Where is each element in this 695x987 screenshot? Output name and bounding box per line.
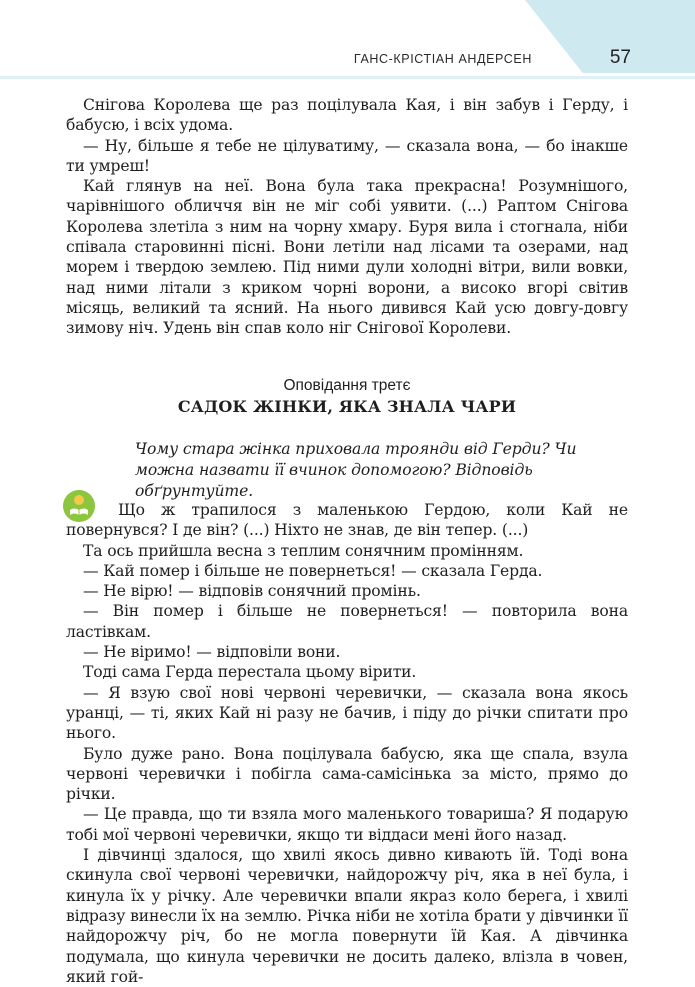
paragraph: Було дуже рано. Вона поцілувала бабусю, яка ще спала, взула червоні черевички і побігла сама-самісінька за місто, прямо до річки. — [66, 744, 628, 804]
header-divider — [0, 76, 695, 79]
paragraph: — Він помер і більше не повернеться! — повторила вона ластівкам. — [66, 602, 628, 641]
paragraph: — Не віримо! — відповіли вони. — [83, 643, 341, 662]
running-title: ГАНС-КРІСТІАН АНДЕРСЕН — [353, 52, 532, 66]
story-text — [66, 500, 628, 987]
paragraph: — Кай помер і більше не повернеться! — сказала Герда. — [83, 561, 543, 580]
story-title: САДОК ЖІНКИ, ЯКА ЗНАЛА ЧАРИ — [177, 397, 517, 416]
paragraph: Та ось прийшла весна з теплим сонячним промінням. — [83, 541, 524, 560]
paragraph: — Я взую свої нові червоні черевички, — сказала вона якось уранці, — ті, яких Кай ні разу не бачив, і піду до річки спитати про нього. — [66, 683, 628, 743]
paragraph: Що ж трапилося з маленькою Гердою, коли Кай не повернувся? І де він? (...) Ніхто не знав, де він тепер. (...) — [66, 501, 628, 540]
intro-text — [66, 95, 628, 339]
story-label: Оповідання третє — [283, 377, 411, 394]
paragraph: І дівчинці здалося, що хвилі якось дивно кивають їй. Тоді вона скинула свої червоні черевички, найдорожчу річ, яка в неї була, і кинула їх у річку. Але черевички впали якраз коло берега, і хвилі відразу винесли їх на землю. Річка ніби не хотіла брати у дівчинки її найдорожчу річ, бо не могла повернути їй Кая. А дівчинка подумала, що кинула черевички не досить далеко, влізла в човен, який гой- — [66, 846, 628, 986]
paragraph: — Ну, більше я тебе не цілуватиму, — сказала вона, — бо інакше ти умреш! — [66, 136, 628, 175]
paragraph: Кай глянув на неї. Вона була така прекрасна! Розумнішого, чарівнішого обличчя він не міг собі уявити. (...) Раптом Снігова Королева злетіла з ним на чорну хмару. Буря вила і стогнала, ніби співала старовинні пісні. Вони летіли над лісами та озерами, над морем і твердою землею. Під ними дули холодні вітри, вили вовки, над ними літали з криком чорні ворони, а високо вгорі світив місяць, великий та ясний. На нього дивився Кай усю довгу-довгу зимову ніч. Удень він спав коло ніг Снігової Королеви. — [66, 177, 628, 338]
paragraph: Тоді сама Герда перестала цьому вірити. — [83, 663, 417, 682]
pre-reading-question: Чому стара жінка приховала троянди від Герди? Чи можна назвати її вчинок допомогою? Відповідь обґрунтуйте. — [135, 440, 577, 500]
paragraph: Снігова Королева ще раз поцілувала Кая, і він забув і Герду, і бабусю, і всіх удома. — [66, 96, 628, 135]
paragraph: — Не вірю! — відповів сонячний промінь. — [83, 582, 421, 601]
paragraph: — Це правда, що ти взяла мого маленького товариша? Я подарую тобі мої червоні черевички, якщо ти віддаси мені його назад. — [66, 805, 628, 844]
page-number: 57 — [609, 47, 631, 68]
